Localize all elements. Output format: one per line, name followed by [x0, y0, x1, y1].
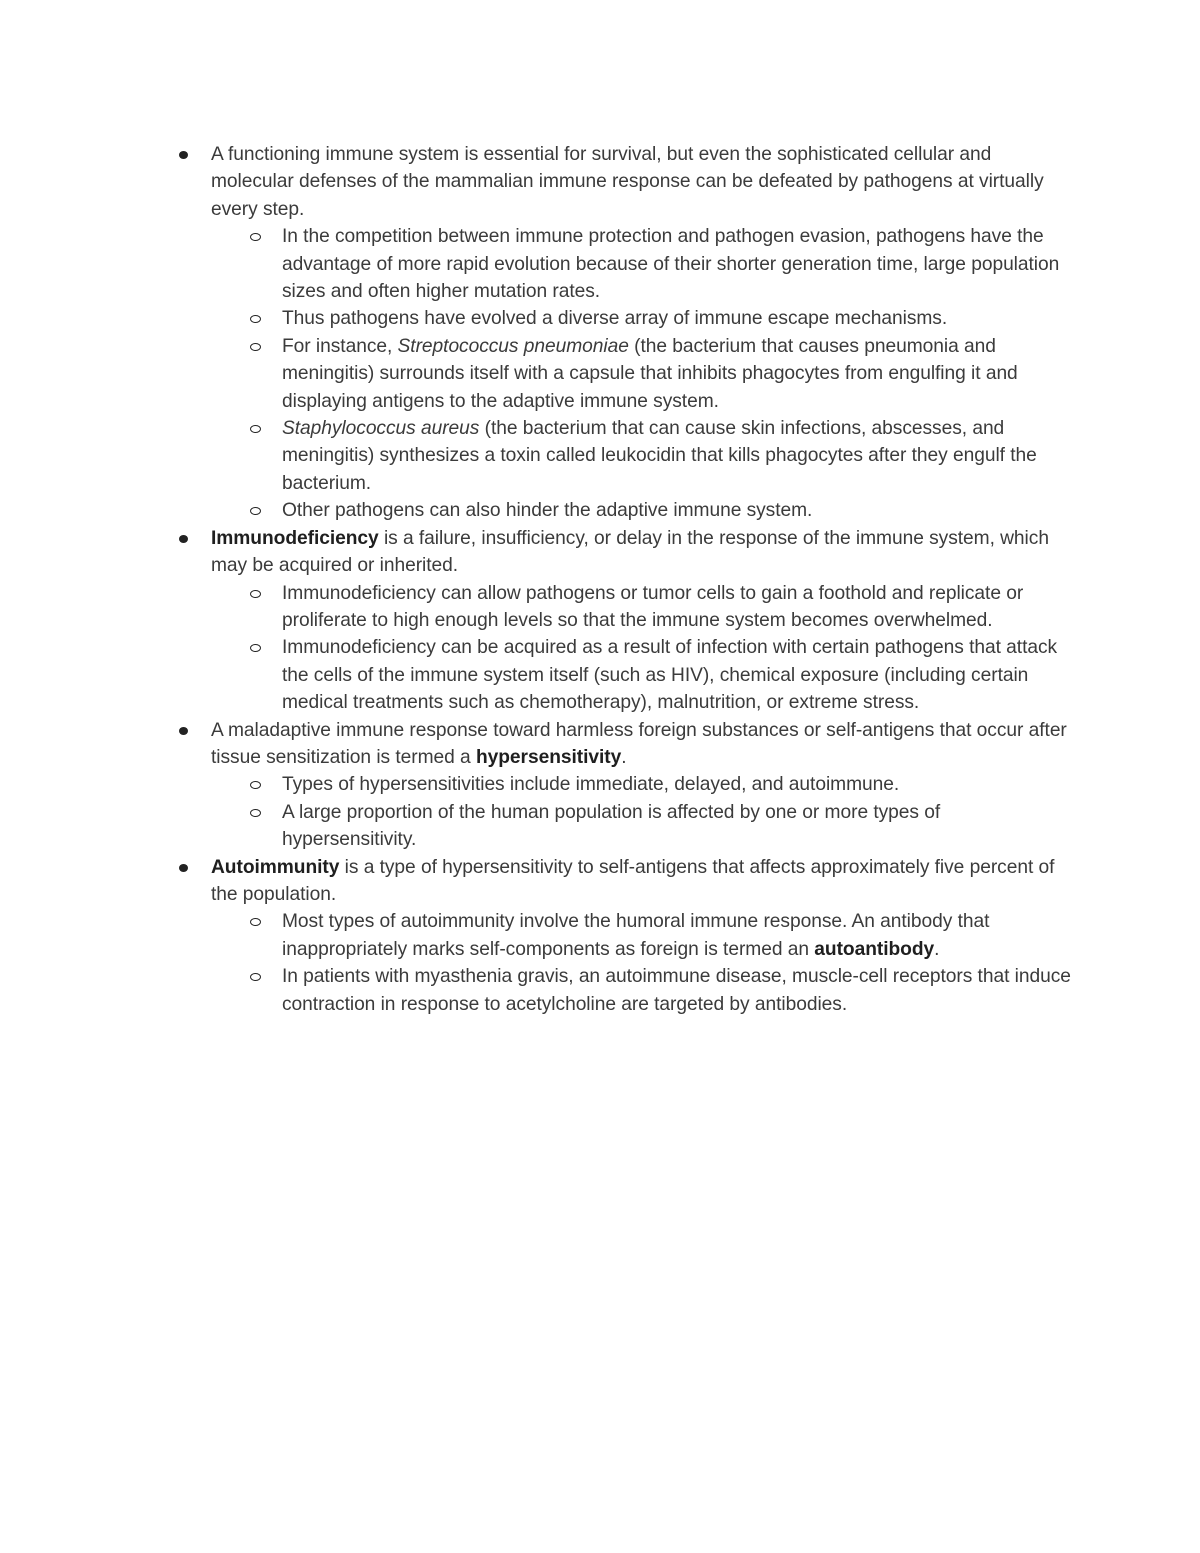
text-run: For instance,	[282, 335, 398, 357]
hollow-bullet-icon	[250, 644, 261, 652]
text-run: .	[934, 938, 940, 960]
sub-list-item-text	[282, 305, 1076, 332]
list-item-text	[211, 525, 1076, 580]
hollow-bullet-icon	[250, 973, 261, 981]
text-run: Types of hypersensitivities include immediate, delayed, and autoimmune.	[282, 774, 900, 796]
sub-list	[211, 223, 1076, 524]
bold-term: Autoimmunity	[211, 856, 340, 878]
filled-bullet-icon	[179, 535, 188, 543]
sub-list-item	[282, 771, 1076, 798]
sub-list-item-text	[282, 771, 1076, 798]
list-item-text	[211, 854, 1076, 909]
filled-bullet-icon	[179, 864, 188, 872]
text-run: (the bacterium that can cause skin infections, abscesses, and meningitis) synthesizes a toxin called leukocidin that kills phagocytes after they engulf the bacterium.	[282, 418, 1037, 494]
filled-bullet-icon	[179, 151, 188, 159]
list-item	[176, 717, 1076, 854]
document-body	[176, 141, 1076, 1018]
hollow-bullet-icon	[250, 507, 261, 515]
bullet-list	[176, 141, 1076, 1018]
sub-list-item	[282, 580, 1076, 635]
text-run: is a type of hypersensitivity to self-antigens that affects approximately five percent of the population.	[211, 856, 1055, 905]
sub-list	[211, 580, 1076, 717]
list-item	[176, 854, 1076, 1018]
hollow-bullet-icon	[250, 781, 261, 789]
sub-list-item	[282, 908, 1076, 963]
text-run: Thus pathogens have evolved a diverse array of immune escape mechanisms.	[282, 308, 948, 330]
hollow-bullet-icon	[250, 425, 261, 433]
list-item-text	[211, 717, 1076, 772]
sub-list-item-text	[282, 580, 1076, 635]
text-run: (the bacterium that causes pneumonia and meningitis) surrounds itself with a capsule that inhibits phagocytes from engulfing it and displaying antigens to the adaptive immune system.	[282, 335, 1018, 412]
sub-list-item	[282, 634, 1076, 716]
italic-term: Streptococcus pneumoniae	[397, 335, 629, 357]
sub-list-item-text	[282, 908, 1076, 963]
bold-term: Immunodeficiency	[211, 527, 379, 549]
text-run: In patients with myasthenia gravis, an autoimmune disease, muscle-cell receptors that induce contraction in response to acetylcholine are targeted by antibodies.	[282, 966, 1071, 1015]
sub-list-item-text	[282, 333, 1076, 415]
text-run: A maladaptive immune response toward harmless foreign substances or self-antigens that occur after tissue sensitization is termed a	[211, 719, 1067, 768]
list-item	[176, 141, 1076, 525]
text-run: Other pathogens can also hinder the adaptive immune system.	[282, 500, 813, 522]
hollow-bullet-icon	[250, 233, 261, 241]
hollow-bullet-icon	[250, 809, 261, 817]
text-run: In the competition between immune protection and pathogen evasion, pathogens have the advantage of more rapid evolution because of their shorter generation time, large population sizes and often higher mutation rates.	[282, 226, 1060, 303]
text-run: A large proportion of the human population is affected by one or more types of hypersensitivity.	[282, 801, 941, 851]
list-item	[176, 525, 1076, 717]
sub-list-item-text	[282, 497, 1076, 524]
sub-list	[211, 771, 1076, 853]
text-run: Immunodeficiency can be acquired as a result of infection with certain pathogens that attack the cells of the immune system itself (such as HIV), chemical exposure (including certain medical treatments such as chemotherapy), malnutrition, or extreme stress.	[282, 637, 1058, 714]
hollow-bullet-icon	[250, 343, 261, 351]
bold-term: autoantibody	[814, 938, 935, 960]
sub-list-item	[282, 305, 1076, 332]
text-run: A functioning immune system is essential for survival, but even the sophisticated cellular and molecular defenses of the mammalian immune response can be defeated by pathogens at virtually every step.	[211, 144, 1044, 220]
hollow-bullet-icon	[250, 590, 261, 598]
italic-term: Staphylococcus aureus	[282, 418, 480, 440]
sub-list-item-text	[282, 223, 1076, 305]
filled-bullet-icon	[179, 727, 188, 735]
sub-list-item-text	[282, 415, 1076, 497]
sub-list-item	[282, 497, 1076, 524]
text-run: Immunodeficiency can allow pathogens or tumor cells to gain a foothold and replicate or proliferate to high enough levels so that the immune system becomes overwhelmed.	[282, 582, 1024, 631]
sub-list	[211, 908, 1076, 1018]
text-run: .	[621, 746, 627, 768]
sub-list-item	[282, 223, 1076, 305]
sub-list-item-text	[282, 799, 1076, 854]
sub-list-item	[282, 963, 1076, 1018]
sub-list-item	[282, 415, 1076, 497]
sub-list-item	[282, 333, 1076, 415]
hollow-bullet-icon	[250, 918, 261, 926]
text-run: is a failure, insufficiency, or delay in the response of the immune system, which may be acquired or inherited.	[211, 527, 1049, 577]
text-run: Most types of autoimmunity involve the humoral immune response. An antibody that inappropriately marks self-components as foreign is termed an	[282, 911, 990, 960]
list-item-text	[211, 141, 1076, 223]
hollow-bullet-icon	[250, 315, 261, 323]
sub-list-item	[282, 799, 1076, 854]
bold-term: hypersensitivity	[475, 746, 622, 768]
sub-list-item-text	[282, 634, 1076, 716]
sub-list-item-text	[282, 963, 1076, 1018]
